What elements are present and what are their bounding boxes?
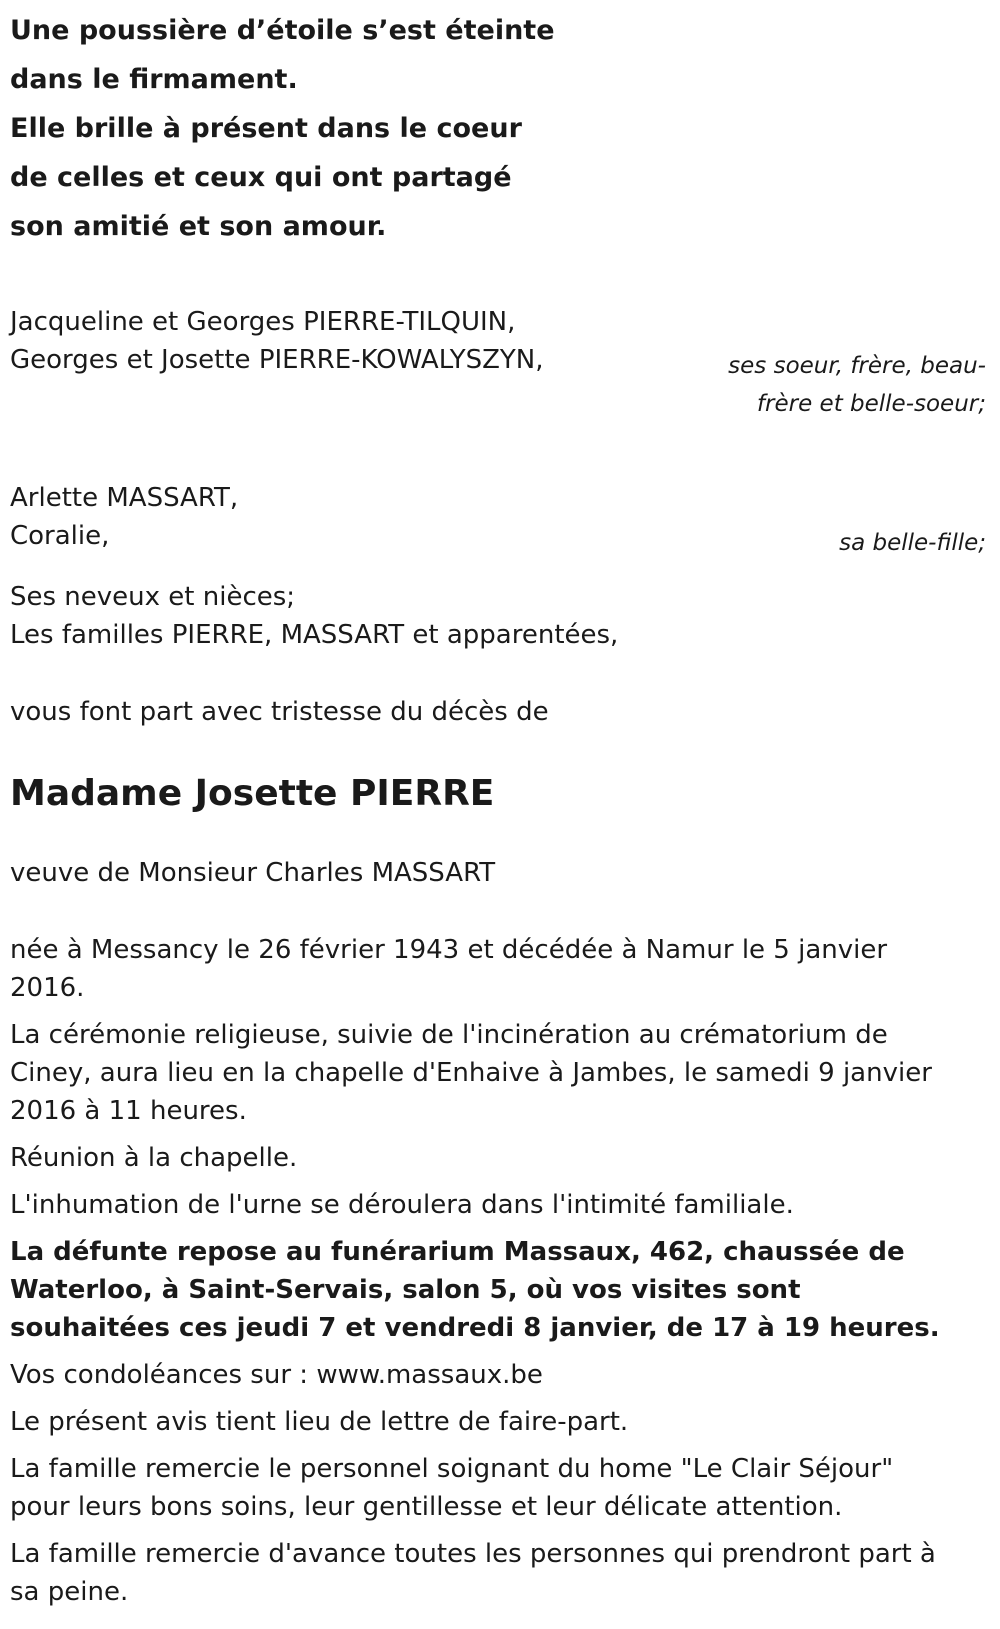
thanks-staff-paragraph: La famille remercie le personnel soignant du home "Le Clair Séjour" pour leurs bons soins, leur gentillesse et leur délicate attention.	[10, 1454, 894, 1522]
obituary-body	[10, 931, 960, 1611]
widow-of: veuve de Monsieur Charles MASSART	[10, 858, 496, 888]
family-relation: ses soeur, frère, beau-frère et belle-soeur;	[728, 353, 986, 417]
thanks-all-paragraph: La famille remercie d'avance toutes les personnes qui prendront part à sa peine.	[10, 1539, 936, 1607]
family-group-siblings	[10, 303, 990, 654]
family-name: Ses neveux et nièces;	[10, 582, 296, 612]
burial-paragraph: L'inhumation de l'urne se déroulera dans l'intimité familiale.	[10, 1190, 794, 1220]
poem-line: Elle brille à présent dans le coeur	[10, 113, 522, 144]
family-group-extended	[10, 578, 990, 654]
poem-line: de celles et ceux qui ont partagé	[10, 162, 512, 193]
meeting-paragraph: Réunion à la chapelle.	[10, 1143, 298, 1173]
ceremony-paragraph: La cérémonie religieuse, suivie de l'incinération au crématorium de Ciney, aura lieu en la chapelle d'Enhaive à Jambes, le samedi 9 janvier 2016 à 11 heures.	[10, 1020, 932, 1126]
family-name: Les familles PIERRE, MASSART et apparentées,	[10, 620, 619, 650]
condolences-paragraph: Vos condoléances sur : www.massaux.be	[10, 1360, 543, 1390]
poem	[10, 0, 990, 251]
family-relation: sa belle-fille;	[839, 530, 986, 556]
notice-paragraph: Le présent avis tient lieu de lettre de faire-part.	[10, 1407, 629, 1437]
poem-line: Une poussière d’étoile s’est éteinte	[10, 15, 555, 46]
announcement: vous font part avec tristesse du décès de	[10, 697, 549, 727]
poem-line: dans le firmament.	[10, 64, 298, 95]
family-name: Arlette MASSART,	[10, 483, 239, 513]
repose-paragraph: La défunte repose au funérarium Massaux, 462, chaussée de Waterloo, à Saint-Servais, salon 5, où vos visites sont souhaitées ces jeudi 7 et vendredi 8 janvier, de 17 à 19 heures.	[10, 1237, 940, 1343]
family-name: Georges et Josette PIERRE-KOWALYSZYN,	[10, 345, 544, 375]
family-group-stepdaughter	[10, 479, 990, 555]
family-name: Jacqueline et Georges PIERRE-TILQUIN,	[10, 307, 516, 337]
poem-line: son amitié et son amour.	[10, 211, 387, 242]
birth-death-paragraph: née à Messancy le 26 février 1943 et décédée à Namur le 5 janvier 2016.	[10, 935, 888, 1003]
family-name: Coralie,	[10, 521, 110, 551]
deceased-name: Madame Josette PIERRE	[10, 773, 495, 814]
